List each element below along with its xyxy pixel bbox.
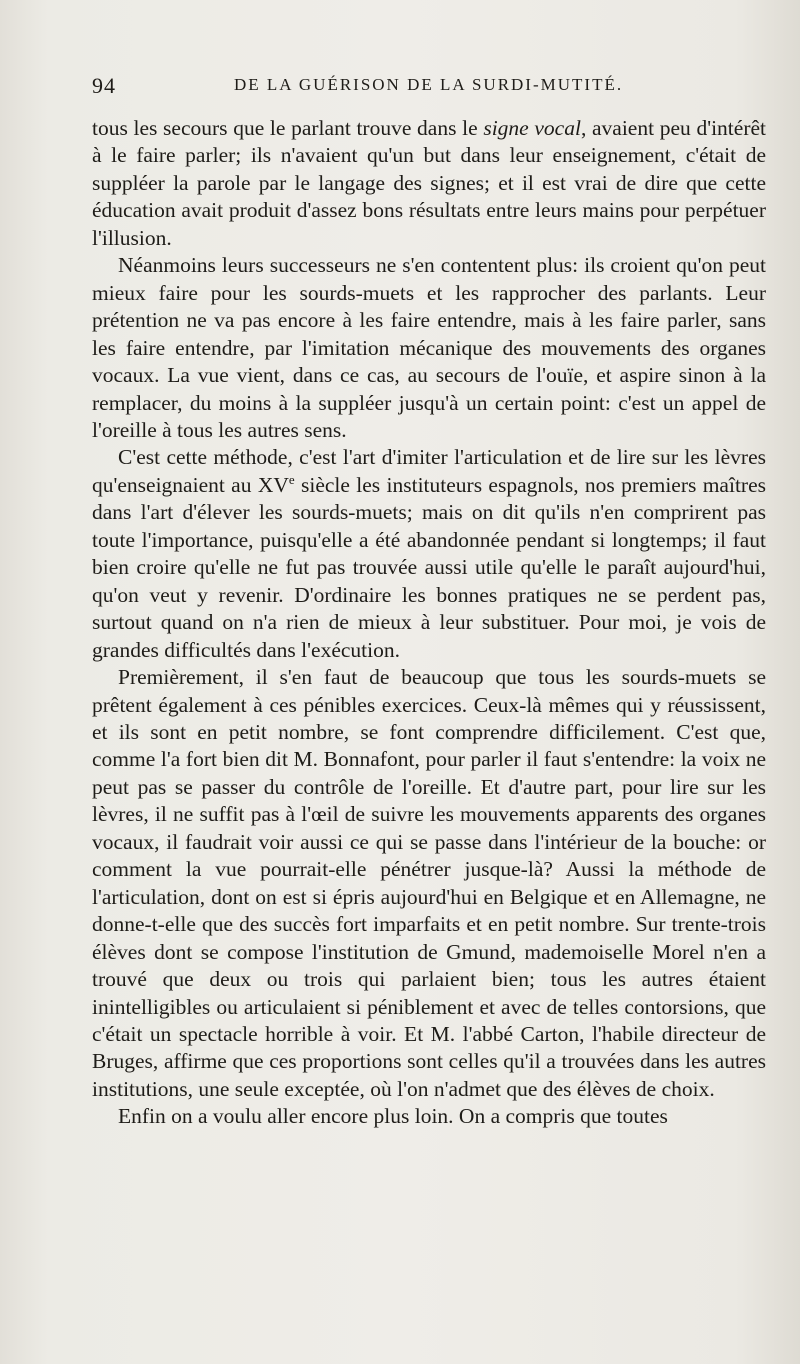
text-run: C'est cette méthode, c'est l'art d'imiter l'articulation et de lire sur les lèvres qu'enseignaient au XV	[92, 445, 766, 497]
paragraph: Néanmoins leurs successeurs ne s'en contentent plus: ils croient qu'on peut mieux faire pour les sourds-muets et les rapprocher des parlants. Leur prétention ne va pas encore à les faire entendre, mais à les faire parler, sans les faire entendre, par l'imitation mécanique des mouvements des organes vocaux. La vue vient, dans ce cas, au secours de l'ouïe, et aspire sinon à la remplacer, du moins à la suppléer jusqu'à un certain point: c'est un appel de l'oreille à tous les autres sens.	[92, 253, 766, 442]
paragraph	[92, 115, 766, 252]
paragraph: Premièrement, il s'en faut de beaucoup que tous les sourds-muets se prêtent également à ces pénibles exercices. Ceux-là mêmes qui y réussissent, et ils sont en petit nombre, se font comprendre difficilement. C'est que, comme l'a fort bien dit M. Bonnafont, pour parler il faut s'entendre: la voix ne peut pas se passer du contrôle de l'oreille. Et d'autre part, pour lire sur les lèvres, il ne suffit pas à l'œil de suivre les mouvements apparents des organes vocaux, il faudrait voir aussi ce qui se passe dans l'intérieur de la bouche: or comment la vue pourrait-elle pénétrer jusque-là? Aussi la méthode de l'articulation, dont on est si épris aujourd'hui en Belgique et en Allemagne, ne donne-t-elle que des succès fort imparfaits et en petit nombre. Sur trente-trois élèves dont se compose l'institution de Gmund, mademoiselle Morel n'en a trouvé que deux ou trois qui parlaient bien; tous les autres étaient inintelligibles ou articulaient si péniblement et avec de telles contorsions, que c'était un spectacle horrible à voir. Et M. l'abbé Carton, l'habile directeur de Bruges, affirme que ces proportions sont celles qu'il a trouvées dans les autres institutions, une seule exceptée, où l'on n'admet que des élèves de choix.	[92, 665, 766, 1101]
text-run: , avaient peu d'intérêt à le faire parler; ils n'avaient qu'un but dans leur enseignement, c'était de suppléer la parole par le langage des signes; et il est vrai de dire que cette éducation avait produit d'assez bons résultats entre leurs mains pour perpétuer l'illusion.	[92, 116, 766, 250]
superscript: e	[288, 471, 295, 487]
paragraph: Enfin on a voulu aller encore plus loin. On a compris que toutes	[118, 1104, 668, 1129]
body-text	[92, 115, 766, 1131]
text-run: tous les secours que le parlant trouve dans le	[92, 116, 484, 140]
running-title: DE LA GUÉRISON DE LA SURDI-MUTITÉ.	[234, 75, 624, 94]
page-number: 94	[92, 73, 116, 98]
text-run: siècle les instituteurs espagnols, nos premiers maîtres dans l'art d'élever les sourds-muets; mais on dit qu'ils n'en comprirent pas toute l'importance, puisqu'elle a été abandonnée pendant si longtemps; il faut bien croire qu'elle ne fut pas trouvée aussi utile qu'elle le paraît aujourd'hui, qu'on veut y revenir. D'ordinaire les bonnes pratiques ne se perdent pas, surtout quand on n'a rien de mieux à leur substituer. Pour moi, je vois de grandes difficultés dans l'exécution.	[92, 472, 766, 662]
paragraph	[92, 444, 766, 664]
emphasis-term: signe vocal	[483, 116, 581, 140]
running-head	[84, 73, 774, 103]
